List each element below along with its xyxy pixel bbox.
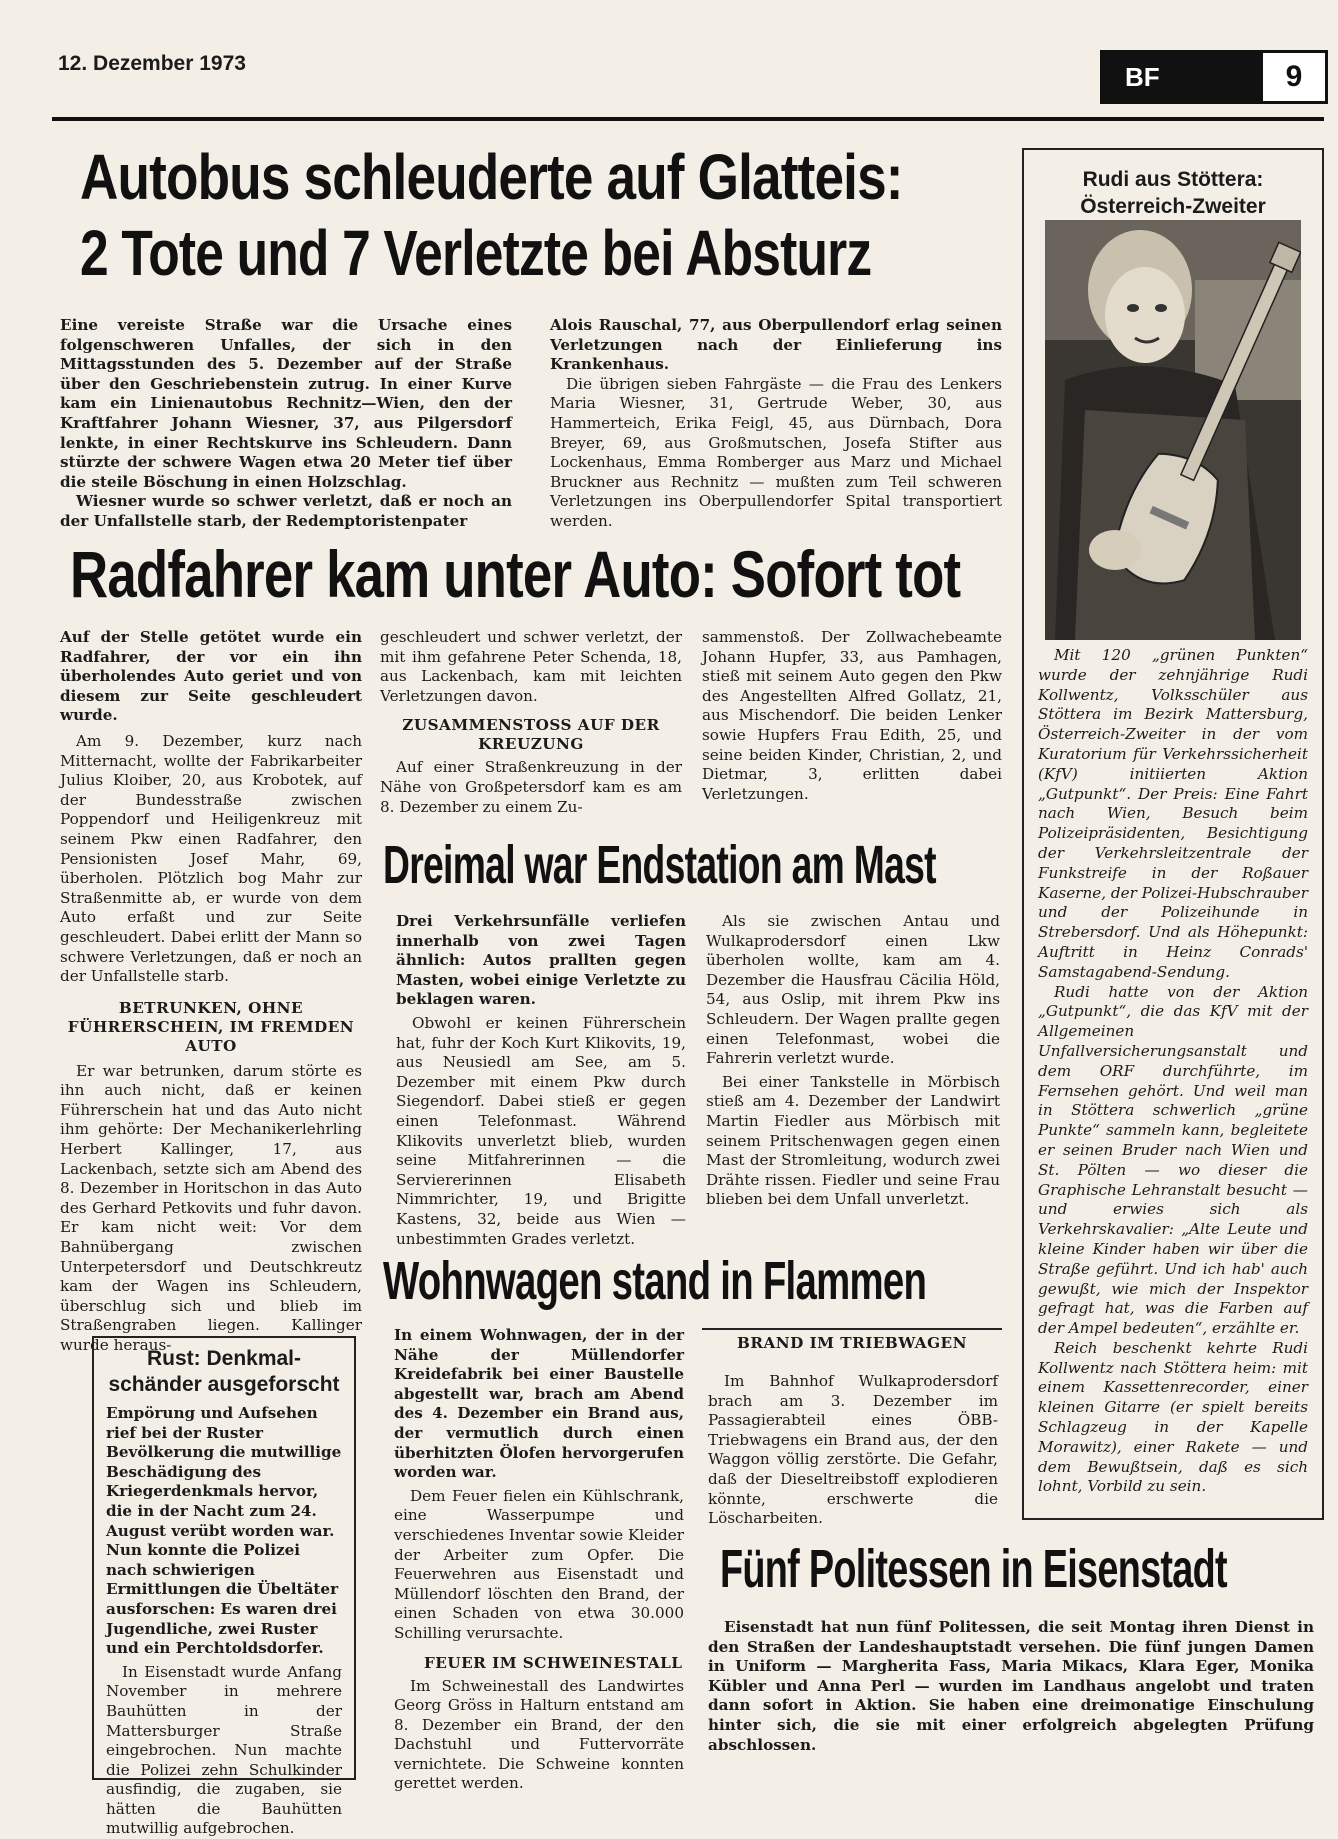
subhead-railcar: BRAND IM TRIEBWAGEN — [736, 1334, 968, 1352]
cyclist-lead: Auf der Stelle getötet wurde ein Radfahrer, der vor ein ihn überholendes Auto geriet und von diesem zur Seite geschleudert wurde. — [60, 628, 362, 725]
caravan-lead: In einem Wohnwagen, der in der Nähe der Müllendorfer Kreidefabrik bei einer Baustelle abgestellt war, brach am Abend des 4. Dezember ein Brand aus, der vermutlich durch einen überhitzten Ölofen hervorgerufen worden war. — [394, 1326, 684, 1482]
headline-cyclist: Radfahrer kam unter Auto: Sofort tot — [70, 537, 961, 611]
subhead-crossing: ZUSAMMENSTOSS AUF DER KREUZUNG — [402, 716, 660, 754]
issue-date: 12. Dezember 1973 — [58, 52, 246, 75]
bus-col2 — [550, 316, 1002, 532]
subhead-pigsty: FEUER IM SCHWEINESTALL — [424, 1653, 683, 1672]
sidebar-title-1: Rudi aus Stöttera: — [1082, 168, 1264, 191]
politessen-body: Eisenstadt hat nun fünf Politessen, die seit Montag ihren Dienst in den Straßen der Landeshauptstadt versehen. Die fünf jungen Damen in Uniform — Margherita Fass, Maria Mikacs, Klara Eger, Monika Kübler und Anna Perl — wurden im Landhaus angelobt und traten dann sofort in Aktion. Sie haben eine dreimonatige Einschulung hinter sich, die sie mit einer erfolgreich abgelegten Prüfung abschlossen. — [708, 1618, 1314, 1754]
drunk-body: Er war betrunken, darum störte es ihn auch nicht, daß er keinen Führerschein hat und das Auto nicht ihm gehörte: Der Mechanikerlehrling Herbert Kallinger, 17, aus Lackenbach, setzte sich am Abend des 8. Dezember in Horitschon in das Auto des Gerhard Petkovits und fuhr davon. Er kam nicht weit: Vor dem Bahnübergang zwischen Unterpetersdorf und Deutschkreutz kam der Wagen ins Schleudern, überschlug sich und blieb im Straßengraben liegen. Kallinger wurde heraus- — [60, 1061, 362, 1354]
mast-col2 — [706, 912, 1000, 1210]
mast-lead: Drei Verkehrsunfälle verliefen innerhalb von zwei Tagen ähnlich: Autos prallten gegen Masten, wobei einige Verletzte zu beklagen waren. — [396, 912, 686, 1009]
sidebar-caption-3: Reich beschenkt kehrte Rudi Kollwentz nach Stöttera heim: mit einem Kassettenrecorder, einer kleinen Gitarre (er spielt bereits Schlagzeug in der Kapelle Morawitz), einer Rakete — und dem Bewußtsein, daß es sich lohnt, Vorbild zu sein. — [1038, 1338, 1308, 1496]
headline-bus-line1: Autobus schleuderte auf Glatteis: — [80, 141, 903, 213]
sidebar-caption-1: Mit 120 „grünen Punkten“ wurde der zehnjährige Rudi Kollwentz, Volksschüler aus Stöttera im Bezirk Mattersburg, Österreich-Zweiter in der vom Kuratorium für Verkehrssicherheit (KfV) initiierten Aktion „Gutpunkt“. Der Preis: Eine Fahrt nach Wien, Besuch beim Polizeipräsidenten, Besichtigung der Verkehrsleitzentrale der Funkstreife in der Roßauer Kaserne, der Polizei-Hubschrauber und der Polizeihunde in Strebersdorf. Und als Höhepunkt: Auftritt in Heinz Conrads' Samstagabend-Sendung. — [1038, 646, 1309, 981]
caravan-col1 — [394, 1326, 684, 1794]
sidebar-caption-2: Rudi hatte von der Aktion „Gutpunkt“, die das KfV mit der Allgemeinen Unfallversicherungsanstalt und dem ORF durchführte, im Fernsehen gehört. Und weil man in Stöttera schwerlich „grüne Punkte“ sammeln kann, begleitete er seinen Bruder nach Wien und St. Pölten — wo dieser die Graphische Lehranstalt besucht — und erwies sich als Verkehrskavalier: „Alte Leute und kleine Kinder haben wir über die Straße geführt. Und ich hab' auch gewußt, wie mich der Inspektor gefragt hat, was die Farben auf der Ampel bedeuten“, erzählte er. — [1038, 982, 1308, 1338]
section-badge — [1100, 50, 1328, 104]
headline-politessen: Fünf Politessen in Eisenstadt — [720, 1539, 1227, 1599]
pigsty-body: Im Schweinestall des Landwirtes Georg Gröss in Halturn entstand am 8. Dezember ein Brand, der den Dachstuhl und Futtervorräte vernichtete. Die Schweine konnten gerettet werden. — [394, 1676, 684, 1793]
subhead-drunk: BETRUNKEN, OHNE FÜHRERSCHEIN, IM FREMDEN AUTO — [67, 998, 355, 1055]
bus-lead-text: Eine vereiste Straße war die Ursache eines folgenschweren Unfalles, der sich in den Mittagsstunden des 5. Dezember auf der Straße über den Geschriebenstein zutrug. In einer Kurve kam ein Linienautobus Rechnitz—Wien, den der Kraftfahrer Johann Wiesner, 37, aus Pilgersdorf lenkte, in einer Rechtskurve ins Schleudern. Dann stürzte der schwere Wagen etwa 20 Meter tief über die steile Böschung in einen Holzschlag. — [60, 316, 512, 491]
headline-mast: Dreimal war Endstation am Mast — [383, 835, 936, 895]
railcar-body: Im Bahnhof Wulkaprodersdorf brach am 3. Dezember im Passagierabteil eines ÖBB-Triebwagens ein Brand aus, der den Waggon völlig zerstörte. Die Gefahr, daß der Dieseltreibstoff explodieren könnte, erschwerte die Löscharbeiten. — [708, 1372, 998, 1528]
cyclist-col3: sammenstoß. Der Zollwachebeamte Johann Hupfer, 33, aus Pamhagen, stieß mit seinem Auto gegen den Pkw des Angestellten Alfred Gollatz, 21, aus Mischendorf. Die beiden Lenker sowie Hupfers Frau Edith, 25, und seine beiden Kinder, Christian, 2, und Dietmar, 3, erlitten dabei Verletzungen. — [702, 628, 1002, 803]
cyclist-col1 — [60, 628, 362, 1356]
cyclist-body: Am 9. Dezember, kurz nach Mitternacht, wollte der Fabrikarbeiter Julius Kloiber, 20, aus Krobotek, auf der Bundesstraße zwischen Poppendorf und Heiligenkreuz mit seinem Pkw einen Radfahrer, den Pensionisten Josef Mahr, 69, überholen. Plötzlich bog Mahr zur Straßenmitte ab, er wurde von dem Auto erfaßt und zur Seite geschleudert. Dabei erlitt der Mann so schwere Verletzungen, daß er noch an der Unfallstelle starb. — [60, 731, 362, 986]
subhead-railcar-box — [702, 1328, 1002, 1364]
page-number: 9 — [1260, 53, 1325, 101]
bus-col2-text: Die übrigen sieben Fahrgäste — die Frau des Lenkers Maria Wiesner, 31, Gertrude Weber, 30, aus Hammerteich, Erika Feigl, 45, aus Dürnbach, Dora Breyer, 69, aus Großmutschen, Josefa Stifter aus Lockenhaus, Emma Romberger aus Marz und Michael Bruckner aus Rechnitz — mußten zum Teil schweren Verletzungen ins Oberpullendorfer Spital transportiert werden. — [550, 374, 1002, 530]
mast-col2-text: Als sie zwischen Antau und Wulkaprodersdorf einen Lkw überholen wollte, kam am 4. Dezember die Hausfrau Cäcilia Höld, 54, aus Oslip, mit ihrem Pkw ins Schleudern. Der Wagen prallte gegen einen Telefonmast, wobei die Fahrerin verletzt wurde. — [706, 912, 1000, 1068]
masthead-rule — [52, 117, 1324, 121]
headline-caravan: Wohnwagen stand in Flammen — [383, 1251, 927, 1311]
bus-lead-text2: Wiesner wurde so schwer verletzt, daß er noch an der Unfallstelle starb, der Redemptoristenpater — [60, 492, 512, 530]
section-label: BF — [1125, 61, 1160, 92]
sidebar-title-2: Österreich-Zweiter — [1080, 195, 1266, 218]
bus-col2-bold: Alois Rauschal, 77, aus Oberpullendorf erlag seinen Verletzungen nach der Einlieferung ins Krankenhaus. — [550, 316, 1002, 374]
rust-body: In Eisenstadt wurde Anfang November in mehrere Bauhütten in der Mattersburger Straße eingebrochen. Nun machte die Polizei zehn Schulkinder ausfindig, die zugaben, sie hätten die Bauhütten mutwillig aufgebrochen. — [106, 1662, 342, 1838]
mast-col2-text2: Bei einer Tankstelle in Mörbisch stieß am 4. Dezember der Landwirt Martin Fiedler aus Mörbisch mit seinem Pritschenwagen gegen einen Mast der Stromleitung, wodurch zwei Drähte rissen. Fiedler und seine Frau blieben bei dem Unfall unverletzt. — [706, 1072, 1000, 1209]
caravan-body: Dem Feuer fielen ein Kühlschrank, eine Wasserpumpe und verschiedenes Inventar sowie Kleider der Arbeiter zum Opfer. Die Feuerwehren aus Eisenstadt und Müllendorf löschten den Brand, der einen Schaden von etwa 30.000 Schilling verursachte. — [394, 1486, 684, 1642]
mast-col1 — [396, 912, 686, 1249]
rust-box — [92, 1336, 356, 1838]
cyclist-col2-text: geschleudert und schwer verletzt, der mit ihm gefahrene Peter Schenda, 18, aus Lackenbach, kam mit leichten Verletzungen davon. — [380, 628, 682, 705]
mast-body: Obwohl er keinen Führerschein hat, fuhr der Koch Kurt Klikovits, 19, aus Neusiedl am See, am 5. Dezember mit einem Pkw durch Siegendorf. Dabei stieß er gegen einen Telefonmast. Während Klikovits unverletzt blieb, wurden seine Mitfahrerinnen — die Serviererinnen Elisabeth Nimmrichter, 19, und Brigitte Kastens, 32, beide aus Wien — unbestimmten Grades verletzt. — [396, 1013, 686, 1248]
cyclist-col2 — [380, 628, 682, 817]
crossing-body: Auf einer Straßenkreuzung in der Nähe von Großpetersdorf kam es am 8. Dezember zu einem Zu- — [380, 758, 682, 816]
photo-boy-with-guitar — [1045, 220, 1301, 640]
sidebar-caption — [1038, 646, 1308, 1497]
headline-bus-line2: 2 Tote und 7 Verletzte bei Absturz — [80, 217, 872, 289]
bus-lead-col1 — [60, 316, 512, 532]
rust-title-1: Rust: Denkmal- — [146, 1347, 302, 1370]
rust-title-2: schänder ausgeforscht — [108, 1373, 340, 1396]
rust-lead: Empörung und Aufsehen rief bei der Ruster Bevölkerung die mutwillige Beschädigung des Kriegerdenkmals hervor, die in der Nacht zum 24. August verübt worden war. Nun konnte die Polizei nach schwierigen Ermittlungen die Übeltäter ausforschen: Es waren drei Jugendliche, zwei Ruster und ein Perchtoldsdorfer. — [106, 1404, 342, 1658]
